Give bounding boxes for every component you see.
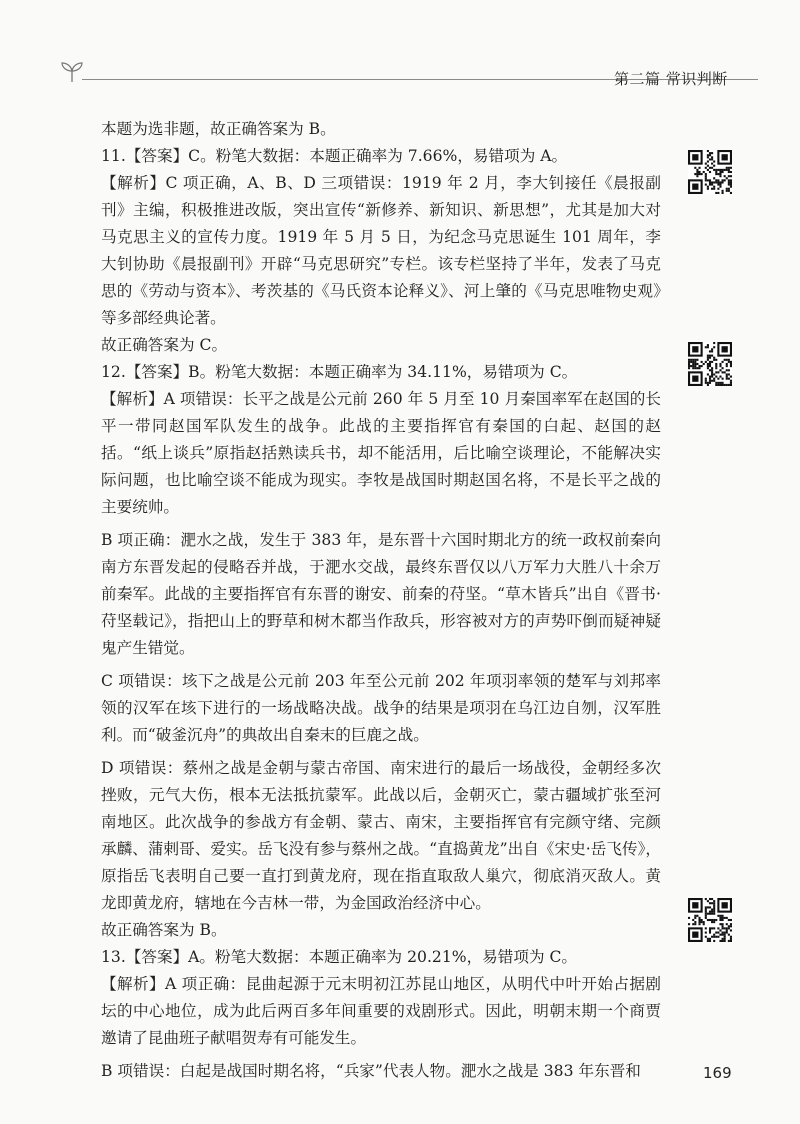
paragraph: 13.【答案】A。粉笔大数据：本题正确率为 20.21%，易错项为 C。	[101, 948, 578, 966]
paragraph: C 项错误：垓下之战是公元前 203 年至公元前 202 年项羽率领的楚军与刘邦率领的汉军在垓下进行的一场战略决战。战争的结果是项羽在乌江边自刎，汉军胜利。而“破釜沉舟”的典故出自秦末的巨鹿之战。	[101, 672, 661, 744]
paragraph: B 项错误：白起是战国时期名将，“兵家”代表人物。淝水之战是 383 年东晋和	[101, 1062, 641, 1080]
paragraph: 故正确答案为 C。	[101, 336, 228, 354]
paragraph: D 项错误：蔡州之战是金朝与蒙古帝国、南宋进行的最后一场战役，金朝经多次挫败，元气大伤，根本无法抵抗蒙军。此战以后，金朝灭亡，蒙古疆域扩张至河南地区。此次战争的参战方有金朝、蒙古、南宋，主要指挥官有完颜守绪、完颜承麟、蒲剌哥、爱实。岳飞没有参与蔡州之战。“直捣黄龙”出自《宋史·岳飞传》，原指岳飞表明自己要一直打到黄龙府，现在指直取敌人巢穴，彻底消灭敌人。黄龙即黄龙府，辖地在今吉林一带，为金国政治经济中心。	[101, 759, 661, 912]
page-number: 169	[703, 1064, 732, 1082]
paragraph: B 项正确：淝水之战，发生于 383 年，是东晋十六国时期北方的统一政权前秦向南方东晋发起的侵略吞并战，于淝水交战，最终东晋仅以八万军力大胜八十余万前秦军。此战的主要指挥官有东晋的谢安、前秦的苻坚。“草木皆兵”出自《晋书·苻坚载记》，指把山上的野草和树木都当作敌兵，形容被对方的声势吓倒而疑神疑鬼产生错觉。	[101, 531, 661, 657]
paragraph: 本题为选非题，故正确答案为 B。	[101, 120, 336, 138]
sprout-icon	[58, 60, 86, 84]
paragraph: 故正确答案为 B。	[101, 921, 227, 939]
paragraph: 【解析】A 项正确：昆曲起源于元末明初江苏昆山地区，从明代中叶开始占据剧坛的中心地位，成为此后两百多年间重要的戏剧形式。因此，明朝末期一个商贾邀请了昆曲班子献唱贺寿有可能发生。	[101, 975, 661, 1047]
answer-text	[101, 116, 661, 1085]
paragraph: 【解析】A 项错误：长平之战是公元前 260 年 5 月至 10 月秦国率军在赵国的长平一带同赵国军队发生的战争。此战的主要指挥官有秦国的白起、赵国的赵括。“纸上谈兵”原指赵括熟读兵书，却不能活用，后比喻空谈理论，不能解决实际问题，也比喻空谈不能成为现实。李牧是战国时期赵国名将，不是长平之战的主要统帅。	[101, 390, 661, 516]
paragraph: 11.【答案】C。粉笔大数据：本题正确率为 7.66%，易错项为 A。	[101, 147, 568, 165]
qr-code-icon[interactable]	[688, 342, 732, 386]
section-title: 第二篇 常识判断	[614, 70, 728, 88]
paragraph: 12.【答案】B。粉笔大数据：本题正确率为 34.11%，易错项为 C。	[101, 363, 578, 381]
qr-code-icon[interactable]	[688, 898, 732, 942]
paragraph: 【解析】C 项正确，A、B、D 三项错误：1919 年 2 月，李大钊接任《晨报副刊》主编，积极推进改版，突出宣传“新修养、新知识、新思想”，尤其是加大对马克思主义的宣传力度。1919 年 5 月 5 日，为纪念马克思诞生 101 周年，李大钊协助《晨报副刊》开辟“马克思研究”专栏。该专栏坚持了半年，发表了马克思的《劳动与资本》、考茨基的《马氏资本论释义》、河上肇的《马克思唯物史观》等多部经典论著。	[101, 174, 661, 327]
qr-code-icon[interactable]	[688, 150, 732, 194]
header-rule	[82, 79, 610, 80]
